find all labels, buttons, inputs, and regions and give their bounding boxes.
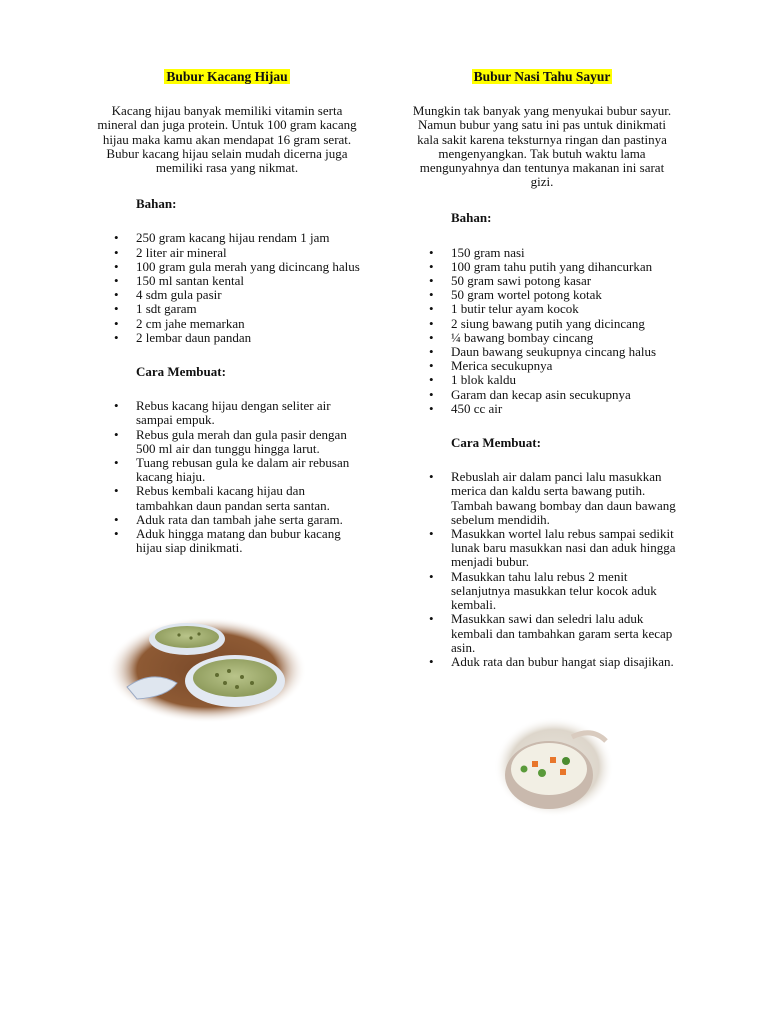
list-item: • Garam dan kecap asin secukupnya — [407, 388, 677, 402]
vegetable-porridge-photo — [494, 717, 614, 817]
steps-heading: Cara Membuat: — [136, 364, 226, 380]
list-item: • Rebuslah air dalam panci lalu masukkan merica dan kaldu serta bawang putih. Tambah bawang bombay dan daun bawang sebelum mendidih. — [407, 470, 677, 527]
recipe-intro: Mungkin tak banyak yang menyukai bubur sayur. Namun bubur yang satu ini pas untuk dinikmati kala sakit karena teksturnya ringan dan pastinya mengenyangkan. Tak butuh waktu lama mengunyahnya dan tentunya makanan ini sarat gizi. — [412, 103, 672, 190]
recipe-title: Bubur Nasi Tahu Sayur — [473, 69, 611, 84]
list-item: • Aduk rata dan tambah jahe serta garam. — [92, 513, 362, 527]
recipe-column-left — [92, 70, 362, 575]
list-item: • 250 gram kacang hijau rendam 1 jam — [92, 231, 362, 245]
list-item: • Tuang rebusan gula ke dalam air rebusan kacang hiaju. — [92, 456, 362, 484]
mung-bean-porridge-photo — [107, 617, 307, 723]
list-item: • Rebus gula merah dan gula pasir dengan 500 ml air dan tunggu hingga larut. — [92, 428, 362, 456]
list-item: • Rebus kacang hijau dengan seliter air sampai empuk. — [92, 399, 362, 427]
list-item: • 50 gram wortel potong kotak — [407, 288, 677, 302]
list-item: • Masukkan sawi dan seledri lalu aduk kembali dan tambahkan garam serta kecap asin. — [407, 612, 677, 655]
steps-list — [92, 399, 362, 555]
list-item: • 50 gram sawi potong kasar — [407, 274, 677, 288]
list-item: • ¼ bawang bombay cincang — [407, 331, 677, 345]
list-item: • 1 butir telur ayam kocok — [407, 302, 677, 316]
recipe-column-right — [407, 70, 677, 689]
list-item: • Masukkan tahu lalu rebus 2 menit selanjutnya masukkan telur kocok aduk kembali. — [407, 570, 677, 613]
list-item: • 150 gram nasi — [407, 246, 677, 260]
list-item: • 100 gram gula merah yang dicincang halus — [92, 260, 362, 274]
ingredients-heading: Bahan: — [136, 196, 177, 212]
list-item: • 4 sdm gula pasir — [92, 288, 362, 302]
list-item: • Aduk hingga matang dan bubur kacang hijau siap dinikmati. — [92, 527, 362, 555]
list-item: • Rebus kembali kacang hijau dan tambahkan daun pandan serta santan. — [92, 484, 362, 512]
list-item: • Aduk rata dan bubur hangat siap disajikan. — [407, 655, 677, 669]
steps-heading: Cara Membuat: — [451, 435, 541, 451]
list-item: • 2 lembar daun pandan — [92, 331, 362, 345]
list-item: • 450 cc air — [407, 402, 677, 416]
list-item: • 1 blok kaldu — [407, 373, 677, 387]
recipe-title: Bubur Kacang Hijau — [166, 69, 288, 84]
list-item: • 2 liter air mineral — [92, 246, 362, 260]
list-item: • Masukkan wortel lalu rebus sampai sedikit lunak baru masukkan nasi dan aduk hingga menjadi bubur. — [407, 527, 677, 570]
ingredients-heading: Bahan: — [451, 210, 492, 226]
list-item: • Daun bawang seukupnya cincang halus — [407, 345, 677, 359]
list-item: • 100 gram tahu putih yang dihancurkan — [407, 260, 677, 274]
recipe-intro: Kacang hijau banyak memiliki vitamin serta mineral dan juga protein. Untuk 100 gram kacang hijau maka kamu akan mendapat 16 gram serat. Bubur kacang hijau selain mudah dicerna juga memiliki rasa yang nikmat. — [97, 103, 357, 176]
list-item: • Merica secukupnya — [407, 359, 677, 373]
steps-list — [407, 470, 677, 669]
ingredients-list — [407, 246, 677, 416]
list-item: • 150 ml santan kental — [92, 274, 362, 288]
list-item: • 2 siung bawang putih yang dicincang — [407, 317, 677, 331]
list-item: • 1 sdt garam — [92, 302, 362, 316]
ingredients-list — [92, 231, 362, 345]
list-item: • 2 cm jahe memarkan — [92, 317, 362, 331]
